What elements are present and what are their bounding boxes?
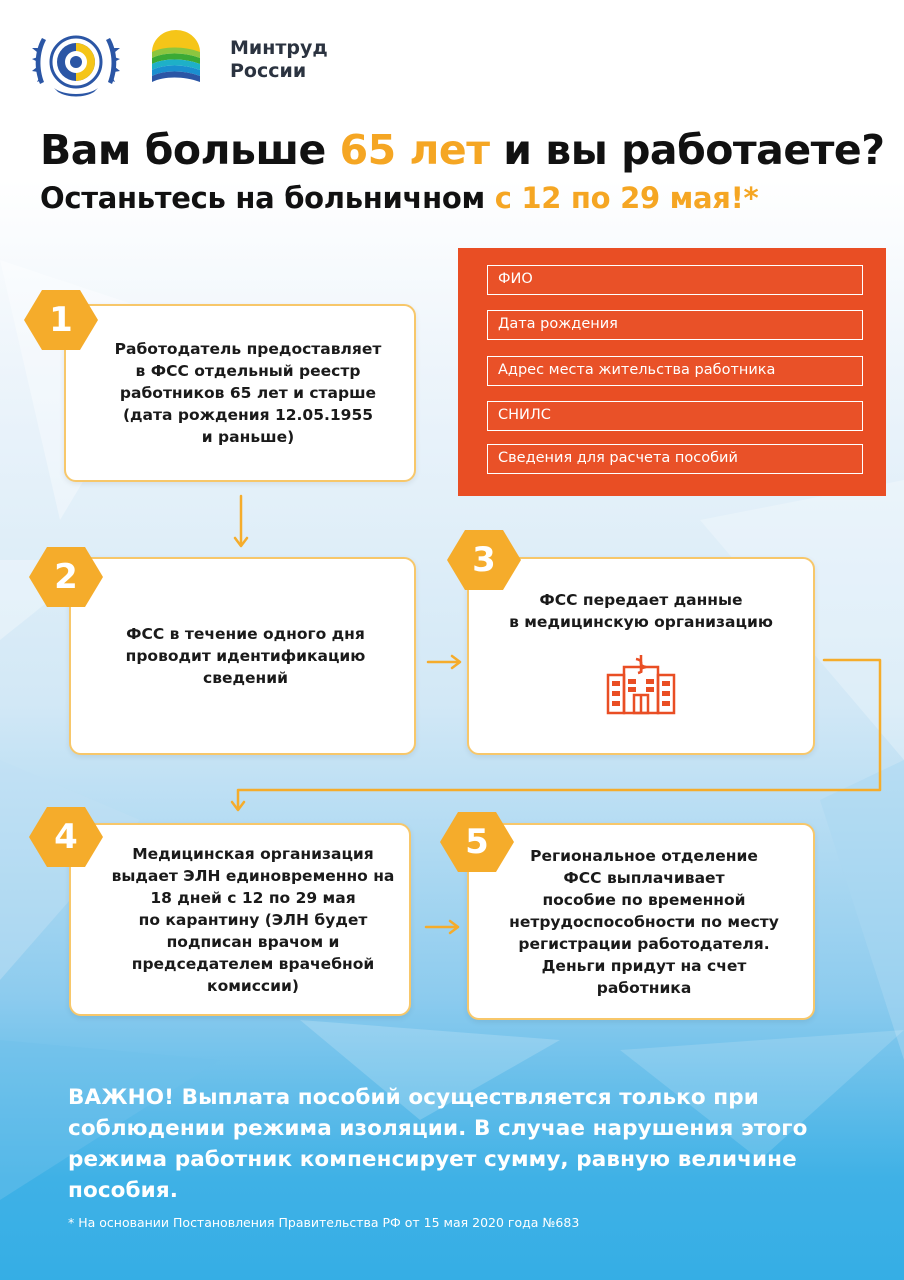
title-line2-pre: Останьтесь на больничном <box>40 181 495 215</box>
title-line1-post: и вы работаете? <box>489 126 885 174</box>
main-title <box>40 126 885 174</box>
step-1-card <box>64 304 416 482</box>
step-3-number: 3 <box>472 540 496 580</box>
title-line2-accent: с 12 по 29 мая!* <box>494 181 759 215</box>
ministry-name <box>230 37 328 83</box>
step-2-number: 2 <box>54 557 78 597</box>
title-line1-accent: 65 лет <box>339 126 490 174</box>
step-2-card <box>69 557 416 755</box>
registry-field-snils: СНИЛС <box>487 401 863 431</box>
ministry-name-line2: России <box>230 60 307 82</box>
step-3-text: ФСС передает данные в медицинскую организацию <box>509 591 773 631</box>
step-2-text: ФСС в течение одного дня проводит идентификацию сведений <box>125 625 366 687</box>
registry-field-fio: ФИО <box>487 265 863 295</box>
registry-field-birthdate: Дата рождения <box>487 310 863 340</box>
ministry-name-line1: Минтруд <box>230 37 328 59</box>
registry-field-address: Адрес места жительства работника <box>487 356 863 386</box>
title-line1-pre: Вам больше <box>40 126 340 174</box>
fss-logo-icon <box>30 22 122 104</box>
step-4-number: 4 <box>54 817 78 857</box>
step-5-number: 5 <box>465 822 489 862</box>
hospital-icon <box>606 653 676 715</box>
step-4-text: Медицинская организация выдает ЭЛН единовременно на 18 дней с 12 по 29 мая по карантину (ЭЛН будет подписан врачом и председателем врачебной комиссии) <box>111 844 395 995</box>
footnote: * На основании Постановления Правительства РФ от 15 мая 2020 года №683 <box>68 1215 580 1230</box>
step-5-text: Региональное отделение ФСС выплачивает пособие по временной нетрудоспособности по месту регистрации работодателя. Деньги придут на счет работника <box>509 846 779 997</box>
registry-field-benefits: Сведения для расчета пособий <box>487 444 863 474</box>
important-notice: ВАЖНО! Выплата пособий осуществляется только при соблюдении режима изоляции. В случае нарушения этого режима работник компенсирует сумму, равную величине пособия. <box>68 1085 808 1203</box>
step-1-text: Работодатель предоставляет в ФСС отдельный реестр работников 65 лет и старше (дата рождения 12.05.1955 и раньше) <box>114 340 382 446</box>
subtitle <box>40 181 758 215</box>
mintrud-logo-icon <box>150 28 202 84</box>
step-1-number: 1 <box>49 300 73 340</box>
step-5-card <box>467 823 815 1020</box>
step-4-card <box>69 823 411 1016</box>
